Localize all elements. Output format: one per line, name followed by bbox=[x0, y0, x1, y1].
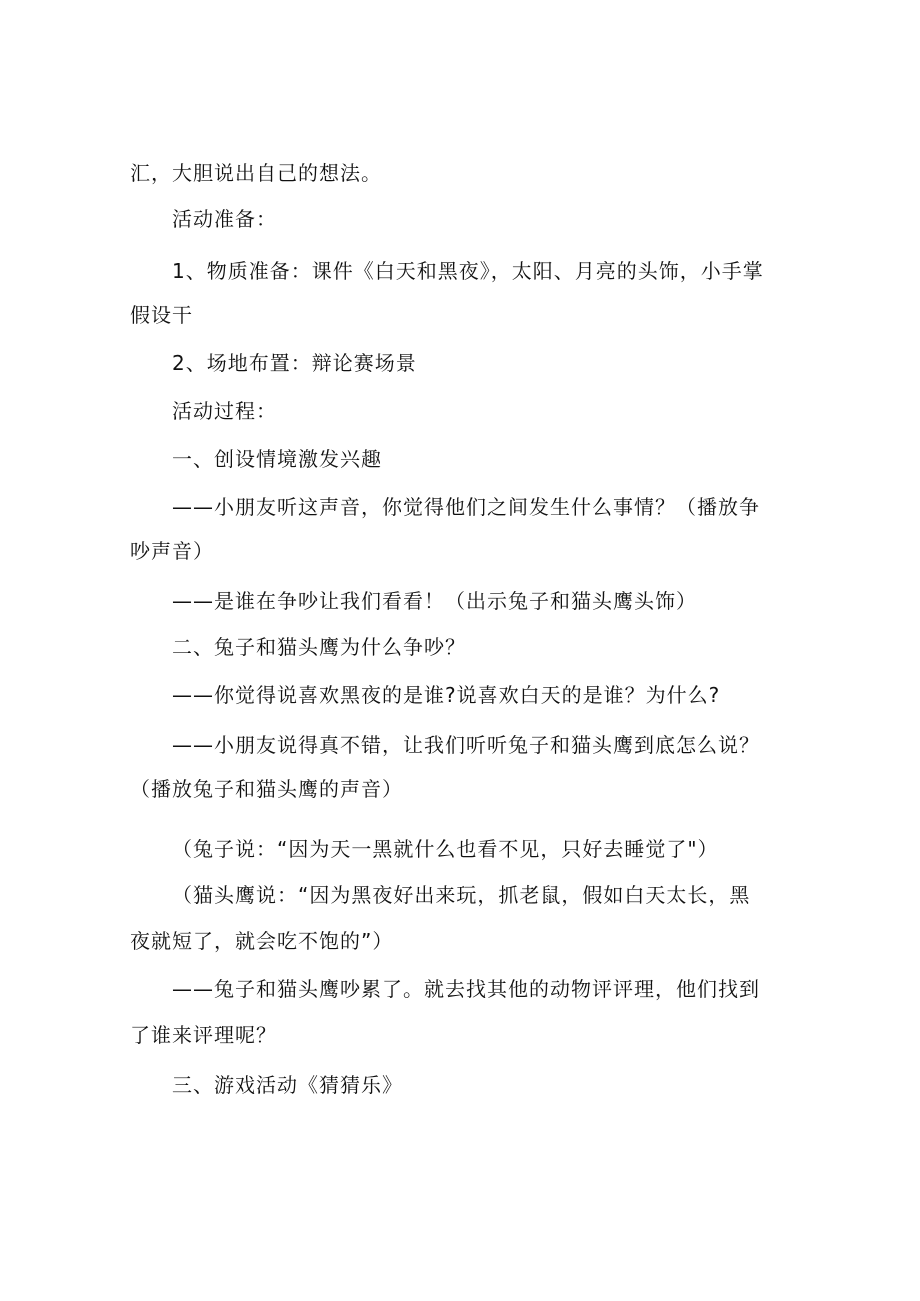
section-heading: 活动过程： bbox=[172, 399, 277, 423]
text-line: ——兔子和猫头鹰吵累了。就去找其他的动物评评理，他们找到 bbox=[172, 977, 760, 1001]
text-line: 1、物质准备：课件《白天和黑夜》，太阳、月亮的头饰，小手掌 bbox=[172, 259, 764, 283]
text-line: （兔子说：“因为天一黑就什么也看不见，只好去睡觉了"） bbox=[172, 837, 719, 861]
text-line: 夜就短了，就会吃不饱的”） bbox=[130, 929, 394, 953]
text-line: 汇，大胆说出自己的想法。 bbox=[130, 161, 382, 185]
section-heading: 活动准备： bbox=[172, 207, 277, 231]
text-line: ——小朋友说得真不错，让我们听听兔子和猫头鹰到底怎么说？ bbox=[172, 733, 760, 757]
text-line: ——你觉得说喜欢黑夜的是谁?说喜欢白天的是谁？为什么? bbox=[172, 683, 721, 707]
text-line: ——是谁在争吵让我们看看！（出示兔子和猫头鹰头饰） bbox=[172, 589, 697, 613]
text-line: （播放兔子和猫头鹰的声音） bbox=[130, 777, 403, 801]
section-heading: 三、游戏活动《猜猜乐》 bbox=[172, 1073, 403, 1097]
text-line: （猫头鹰说：“因为黑夜好出来玩，抓老鼠，假如白天太长，黑 bbox=[172, 883, 751, 907]
text-line: 吵声音） bbox=[130, 539, 214, 563]
section-heading: 一、创设情境激发兴趣 bbox=[172, 447, 382, 471]
section-heading: 二、兔子和猫头鹰为什么争吵？ bbox=[172, 635, 466, 659]
text-line: 假设干 bbox=[130, 303, 193, 327]
text-line: 了谁来评理呢？ bbox=[130, 1023, 277, 1047]
text-line: 2、场地布置：辩论赛场景 bbox=[172, 351, 417, 375]
text-line: ——小朋友听这声音，你觉得他们之间发生什么事情？（播放争 bbox=[172, 495, 760, 519]
